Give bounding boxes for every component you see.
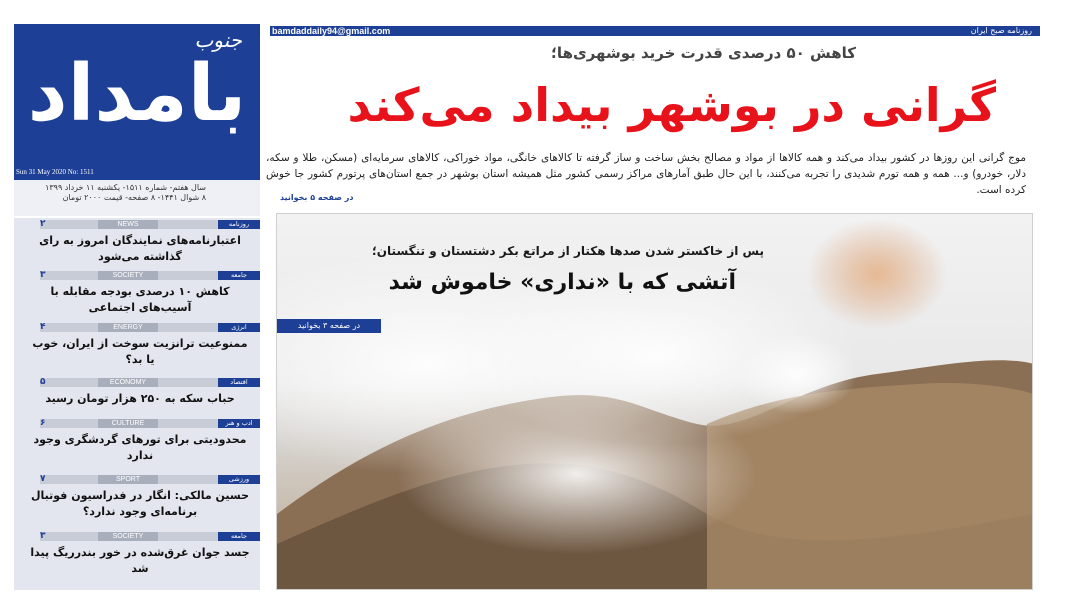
sidebar-news-list <box>14 218 260 590</box>
section-label-en: SOCIETY <box>98 271 158 280</box>
photo-story-headline[interactable]: آتشی که با «نداری» خاموش شد <box>388 270 736 295</box>
page-number: ۶ <box>40 418 46 428</box>
section-label-fa: ورزشی <box>218 475 260 484</box>
main-story-page-ref[interactable]: در صفحه ۵ بخوانید <box>280 193 354 202</box>
sidebar-item-title: جسد جوان غرق‌شده در خور بندرریگ پیدا شد <box>30 546 250 575</box>
sidebar-item-title: کاهش ۱۰ درصدی بودجه مقابله با آسیب‌های اجتماعی <box>50 285 230 314</box>
issue-info-line2: ۸ شوال ۱۴۴۱- ۸ صفحه- قیمت ۲۰۰۰ تومان <box>62 193 206 202</box>
page-number: ۵ <box>40 377 46 387</box>
issue-info-line1: سال هفتم- شماره ۱۵۱۱- یکشنبه ۱۱ خرداد ۱۳۹۹ <box>45 183 206 192</box>
sidebar-item-title: ممنوعیت ترانزیت سوخت از ایران، خوب یا بد؟ <box>32 337 248 366</box>
masthead-date-en: Sun 31 May 2020 No: 1511 <box>16 168 94 176</box>
section-label-fa: روزنامه <box>218 220 260 229</box>
sidebar-item-title: اعتبارنامه‌های نمایندگان امروز به رای گذاشته می‌شود <box>39 234 241 263</box>
section-label-fa: ادب و هنر <box>218 419 260 428</box>
main-story-headline[interactable]: گرانی در بوشهر بیداد می‌کند <box>347 78 996 132</box>
photo-story-kicker: پس از خاکستر شدن صدها هکتار از مراتع بکر دشتستان و تنگستان؛ <box>372 244 764 258</box>
page-number: ۷ <box>40 474 46 484</box>
section-label-en: SOCIETY <box>98 532 158 541</box>
section-label-fa: جامعه <box>218 271 260 280</box>
main-story-kicker: کاهش ۵۰ درصدی قدرت خرید بوشهری‌ها؛ <box>550 44 856 62</box>
sidebar-item-title: حسین مالکی: انگار در فدراسیون فوتبال برنامه‌ای وجود ندارد؟ <box>30 489 250 518</box>
header-tagline: روزنامه صبح ایران <box>970 26 1032 35</box>
section-label-en: CULTURE <box>98 419 158 428</box>
sidebar-item-title: حباب سکه به ۲۵۰ هزار تومان رسید <box>45 392 235 405</box>
page-number: ۳ <box>40 270 46 280</box>
masthead-title: بامداد <box>27 49 247 139</box>
section-label-fa: انرژی <box>218 323 260 332</box>
section-label-en: SPORT <box>98 475 158 484</box>
masthead-logo <box>14 24 260 184</box>
section-label-en: ECONOMY <box>98 378 158 387</box>
wildfire-photo <box>276 213 1033 590</box>
photo-story-page-ref[interactable]: در صفحه ۳ بخوانید <box>277 319 381 333</box>
section-label-en: ENERGY <box>98 323 158 332</box>
page-number: ۴ <box>40 322 46 332</box>
masthead-region: جنوب <box>194 28 242 52</box>
sidebar-item-title: محدودیتی برای تورهای گردشگری وجود ندارد <box>33 433 247 462</box>
issue-info <box>14 180 260 216</box>
page-number: ۲ <box>40 219 46 229</box>
section-label-fa: اقتصاد <box>218 378 260 387</box>
main-story-lead: موج گرانی این روزها در کشور بیداد می‌کند و همه کالاها از مواد و مصالح بخش ساخت و ساز گرفته تا کالاهای خانگی، مواد خوراکی، کالاهای سرمایه‌ای (مسکن، طلا و سکه، دلار، خودرو) و... همه و همه تورم شدیدی را تجربه می‌کنند، با این حال طبق آمارهای مراکز رسمی کشور مثل همیشه استان بوشهر در جمع استان‌های پرتورم کشور جا خوش کرده است. <box>266 152 1026 196</box>
section-label-en: NEWS <box>98 220 158 229</box>
contact-email[interactable]: bamdaddaily94@gmail.com <box>272 26 391 36</box>
section-label-fa: جامعه <box>218 532 260 541</box>
page-number: ۳ <box>40 531 46 541</box>
